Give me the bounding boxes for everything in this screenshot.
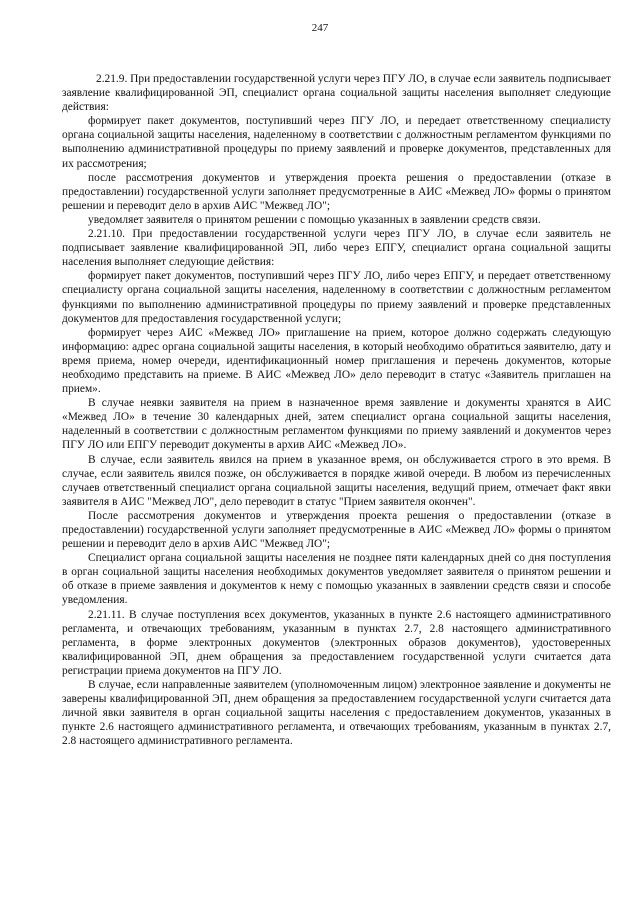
paragraph-2-21-11: 2.21.11. В случае поступления всех документов, указанных в пункте 2.6 настоящего административного регламента, и отвечающих требованиям, указанным в пунктах 2.7, 2.8 настоящего административного регламента, в форме электронных документов (электронных образов документов), удостоверенных квалифицированной ЭП, днем обращения за предоставлением государственной услуги считается дата регистрации приема документов на ПГУ ЛО. xyxy=(62,608,611,677)
page-number: 247 xyxy=(311,22,329,34)
paragraph-2-21-9: 2.21.9. При предоставлении государственной услуги через ПГУ ЛО, в случае если заявитель подписывает заявление квалифицированной ЭП, специалист органа социальной защиты населения выполняет следующие действия: xyxy=(62,73,611,114)
paragraph: формирует через АИС «Межвед ЛО» приглашение на прием, которое должно содержать следующую информацию: адрес органа социальной защиты населения, в который необходимо обратиться заявителю, дату и время приема, номер очереди, идентификационный номер приглашения и перечень документов, которые необходимо представить на приеме. В АИС «Межвед ЛО» дело переводит в статус «Заявитель приглашен на прием». xyxy=(62,326,611,396)
paragraph: формирует пакет документов, поступивший через ПГУ ЛО, либо через ЕПГУ, и передает ответственному специалисту органа социальной защиты населения, наделенному в соответствии с должностным регламентом функциями по выполнению административной процедуры по приему заявлений и проверке представленных документов для предоставления государственной услуги; xyxy=(62,270,611,325)
paragraph: после рассмотрения документов и утверждения проекта решения о предоставлении (отказе в предоставлении) государственной услуги заполняет предусмотренные в АИС «Межвед ЛО» формы о принятом решении и переводит дело в архив АИС "Межвед ЛО"; xyxy=(62,171,611,212)
paragraph: После рассмотрения документов и утверждения проекта решения о предоставлении (отказе в предоставлении) государственной услуги заполняет предусмотренные в АИС «Межвед ЛО» формы о принятом решении и переводит дело в архив АИС "Межвед ЛО"; xyxy=(62,509,611,551)
document-body xyxy=(62,72,611,749)
paragraph: В случае, если направленные заявителем (уполномоченным лицом) электронное заявление и документы не заверены квалифицированной ЭП, днем обращения за предоставлением государственной услуги считается дата личной явки заявителя в орган социальной защиты населения с предоставлением документов, указанных в пункте 2.6 настоящего административного регламента, и отвечающих требованиям, указанным в пунктах 2.7, 2.8 настоящего административного регламента. xyxy=(62,679,611,748)
paragraph-2-21-10: 2.21.10. При предоставлении государственной услуги через ПГУ ЛО, в случае если заявитель не подписывает заявление квалифицированной ЭП, либо через ЕПГУ, специалист органа социальной защиты населения выполняет следующие действия: xyxy=(62,228,611,269)
paragraph: В случае неявки заявителя на прием в назначенное время заявление и документы хранятся в АИС «Межвед ЛО» в течение 30 календарных дней, затем специалист органа социальной защиты населения, наделенный в соответствии с должностным регламентом функциями по приему заявлений и документов через ПГУ ЛО или ЕПГУ переводит документы в архив АИС «Межвед ЛО». xyxy=(62,397,611,452)
paragraph: формирует пакет документов, поступивший через ПГУ ЛО, и передает ответственному специалисту органа социальной защиты населения, наделенному в соответствии с должностным регламентом функциями по выполнению административной процедуры по приему заявлений и проверке документов, представленных для их рассмотрения; xyxy=(62,115,611,170)
paragraph: Специалист органа социальной защиты населения не позднее пяти календарных дней со дня поступления в орган социальной защиты населения необходимых документов уведомляет заявителя о принятом решении и об отказе в приеме заявления и документов к нему с помощью указанных в заявлении средств связи и способе уведомления. xyxy=(62,552,611,607)
paragraph: В случае, если заявитель явился на прием в указанное время, он обслуживается строго в это время. В случае, если заявитель явился позже, он обслуживается в порядке живой очереди. В любом из перечисленных случаев ответственный специалист органа социальной защиты населения, ведущий прием, отмечает факт явки заявителя в АИС "Межвед ЛО", дело переводит в статус "Прием заявителя окончен". xyxy=(62,453,611,508)
paragraph: уведомляет заявителя о принятом решении с помощью указанных в заявлении средств связи. xyxy=(88,213,541,226)
